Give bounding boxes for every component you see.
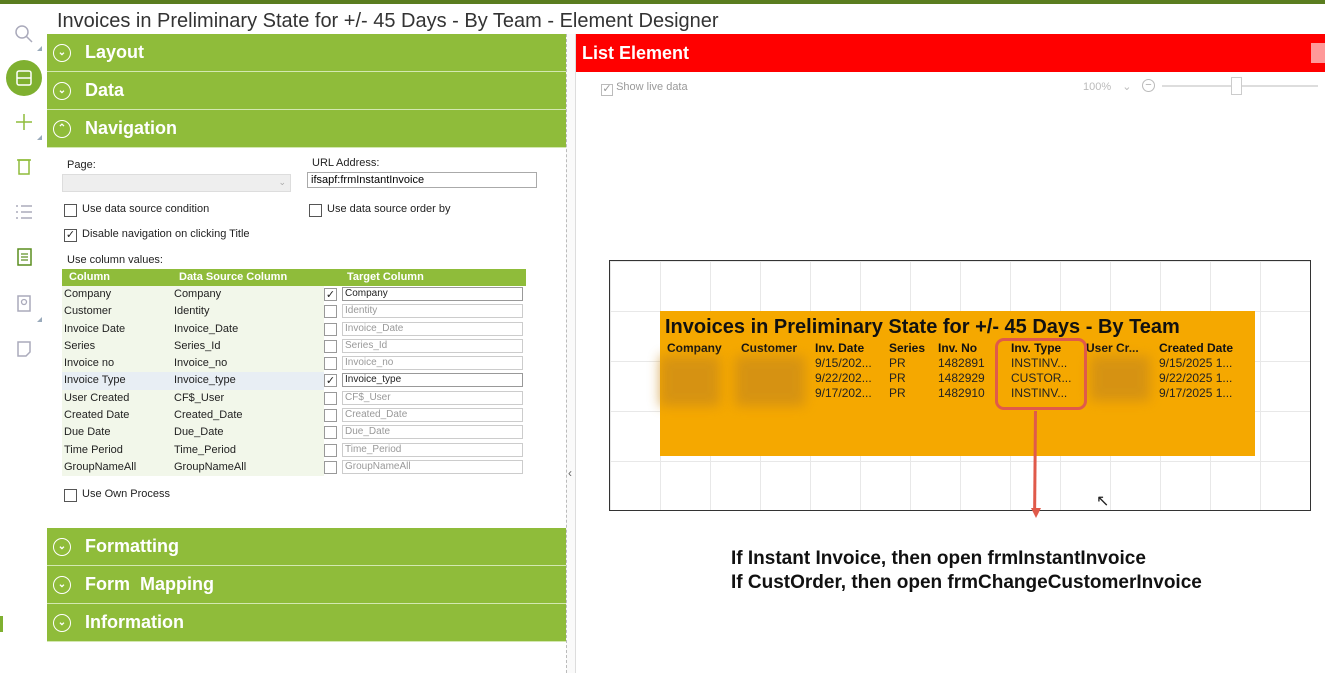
row-source: Invoice_no (174, 357, 228, 370)
table-row[interactable] (62, 459, 526, 476)
grid-header (62, 269, 526, 286)
row-checkbox[interactable] (324, 392, 337, 405)
zoom-select[interactable] (1083, 80, 1131, 93)
show-live-data[interactable] (601, 81, 688, 96)
delete-icon[interactable] (8, 150, 40, 182)
preview-cell-date: 9/15/202... (815, 356, 872, 370)
preview-header: Series (889, 341, 926, 355)
row-checkbox[interactable] (324, 305, 337, 318)
page-select[interactable] (62, 174, 291, 192)
settings-icon[interactable] (8, 287, 40, 319)
preview-cell-type: INSTINV... (1011, 356, 1068, 370)
preview-cell-type: INSTINV... (1011, 386, 1068, 400)
row-checkbox[interactable] (324, 409, 337, 422)
row-checkbox[interactable] (324, 323, 337, 336)
section-formatting[interactable] (47, 528, 566, 566)
row-column: Invoice Date (64, 322, 126, 335)
preview-header: Customer (741, 341, 798, 355)
row-checkbox[interactable] (324, 357, 337, 370)
chevron-down-icon: ⌄ (53, 44, 71, 62)
row-target-input[interactable]: Invoice_no (342, 356, 523, 370)
use-ds-order-label: Use data source order by (327, 203, 451, 215)
section-form-mapping[interactable] (47, 566, 566, 604)
chevron-down-icon: ⌄ (53, 576, 71, 594)
table-row[interactable] (62, 424, 526, 441)
preview-cell-series: PR (889, 386, 906, 400)
row-column: Created Date (64, 409, 130, 422)
row-column: User Created (64, 391, 130, 404)
page-title: Invoices in Preliminary State for +/- 45 Days - By Team - Element Designer (57, 10, 719, 32)
table-row[interactable] (62, 321, 526, 338)
preview-header: User Cr... (1086, 341, 1139, 355)
page-label: Page: (67, 159, 96, 171)
section-information[interactable] (47, 604, 566, 642)
blurred-user (1090, 356, 1150, 401)
row-column: Series (64, 339, 96, 352)
row-source: Invoice_Date (174, 322, 239, 335)
preview-header: Inv. No (938, 341, 978, 355)
row-source: Invoice_type (174, 374, 236, 387)
row-source: Identity (174, 305, 210, 318)
grid-header-source: Data Source Column (179, 271, 288, 283)
section-data[interactable] (47, 72, 566, 110)
preview-cell-no: 1482929 (938, 371, 985, 385)
preview-cell-date: 9/17/202... (815, 386, 872, 400)
row-source: GroupNameAll (174, 460, 247, 473)
row-target-input[interactable]: Invoice_Date (342, 322, 523, 336)
section-label: Formatting (85, 536, 179, 556)
table-row[interactable] (62, 355, 526, 372)
grid-header-column: Column (69, 271, 110, 283)
table-row[interactable] (62, 286, 526, 303)
inv-type-highlight (995, 338, 1087, 410)
section-label: Layout (85, 42, 145, 62)
blurred-company (660, 356, 720, 406)
zoom-value: 100% (1083, 81, 1112, 93)
use-own-process-label: Use Own Process (82, 488, 171, 500)
url-label: URL Address: (312, 157, 380, 169)
row-checkbox[interactable]: ✓ (325, 375, 336, 388)
use-own-process-checkbox[interactable] (64, 489, 77, 502)
top-accent-bar (0, 0, 1325, 4)
row-source: Due_Date (174, 426, 224, 439)
row-source: Created_Date (174, 409, 243, 422)
column-grid (62, 269, 526, 476)
note-line-2: If CustOrder, then open frmChangeCustomerInvoice (731, 572, 1202, 593)
row-column: Invoice no (64, 357, 115, 370)
disable-nav-label: Disable navigation on clicking Title (82, 228, 250, 240)
section-label: Data (85, 80, 125, 100)
row-column: Due Date (64, 426, 111, 439)
row-target-input[interactable]: Identity (342, 304, 523, 318)
use-ds-order-checkbox[interactable] (309, 204, 322, 217)
table-row[interactable] (62, 303, 526, 320)
row-source: Time_Period (174, 443, 236, 456)
table-row[interactable] (62, 407, 526, 424)
zoom-slider-thumb[interactable] (1231, 77, 1242, 95)
mouse-cursor-icon: ↖ (1096, 493, 1110, 510)
table-row[interactable] (62, 390, 526, 407)
row-target-input[interactable]: Company (342, 287, 523, 301)
zoom-out-icon[interactable]: − (1142, 79, 1155, 92)
preview-cell-series: PR (889, 356, 906, 370)
menu-icon[interactable] (1311, 43, 1325, 63)
list-element-header (576, 34, 1325, 72)
use-ds-condition-label: Use data source condition (82, 203, 210, 215)
element-icon[interactable] (6, 60, 42, 96)
row-checkbox[interactable] (324, 340, 337, 353)
preview-cell-created: 9/22/2025 1... (1159, 371, 1233, 385)
section-label: Information (85, 612, 184, 632)
chevron-down-icon: ⌄ (278, 177, 286, 187)
chevron-up-icon: ⌃ (53, 120, 71, 138)
table-row[interactable] (62, 338, 526, 355)
search-icon[interactable] (8, 18, 40, 50)
preview-cell-no: 1482891 (938, 356, 985, 370)
section-navigation[interactable] (47, 110, 566, 148)
section-layout[interactable] (47, 34, 566, 72)
collapse-arrow-icon[interactable]: ‹ (568, 466, 572, 480)
row-target-input[interactable]: Time_Period (342, 443, 523, 457)
preview-cell-created: 9/15/2025 1... (1159, 356, 1233, 370)
rail-indicator (0, 616, 3, 632)
show-live-data-checkbox[interactable]: ✓ (602, 83, 612, 95)
row-checkbox[interactable] (324, 444, 337, 457)
row-target-input[interactable]: Invoice_type (342, 373, 523, 387)
arrow-head-icon (1031, 508, 1041, 518)
show-live-data-label: Show live data (616, 81, 688, 93)
row-column: GroupNameAll (64, 460, 137, 473)
preview-header: Inv. Date (815, 341, 865, 355)
row-column: Company (64, 288, 112, 300)
row-target-input[interactable]: Series_Id (342, 339, 523, 353)
chevron-down-icon: ⌄ (53, 538, 71, 556)
row-checkbox[interactable] (324, 426, 337, 439)
use-ds-condition-checkbox[interactable] (64, 204, 77, 217)
panel-splitter[interactable] (566, 34, 576, 673)
note-icon[interactable] (8, 333, 40, 365)
chevron-down-icon: ⌄ (1122, 81, 1132, 93)
chevron-down-icon: ⌄ (53, 614, 71, 632)
preview-header: Created Date (1159, 341, 1234, 355)
preview-title: Invoices in Preliminary State for +/- 45 Days - By Team (665, 316, 1180, 338)
row-checkbox[interactable]: ✓ (325, 289, 336, 301)
table-row[interactable] (62, 372, 526, 389)
disable-nav-checkbox[interactable]: ✓ (65, 229, 76, 241)
row-source: Series_Id (174, 339, 221, 352)
row-column: Invoice Type (64, 374, 126, 387)
row-source: Company (174, 288, 222, 300)
list-icon[interactable] (8, 196, 40, 228)
row-target-input[interactable]: Due_Date (342, 425, 523, 439)
url-input[interactable] (307, 172, 537, 188)
row-checkbox[interactable] (324, 461, 337, 474)
row-column: Customer (64, 305, 112, 318)
chevron-down-icon: ⌄ (53, 82, 71, 100)
row-target-input[interactable]: CF$_User (342, 391, 523, 405)
table-row[interactable] (62, 442, 526, 459)
row-column: Time Period (64, 443, 123, 456)
preview-cell-no: 1482910 (938, 386, 985, 400)
add-icon[interactable] (8, 106, 40, 138)
left-toolbar (0, 4, 46, 673)
preview-cell-series: PR (889, 371, 906, 385)
blurred-customer (735, 356, 805, 406)
preview-cell-date: 9/22/202... (815, 371, 872, 385)
grid-header-target: Target Column (347, 271, 424, 283)
row-source: CF$_User (174, 391, 225, 404)
preview-cell-created: 9/17/2025 1... (1159, 386, 1233, 400)
form-icon[interactable] (8, 241, 40, 273)
preview-cell-type: CUSTOR... (1011, 371, 1072, 385)
list-element-title: List Element (582, 43, 690, 63)
section-label: Form Mapping (85, 574, 214, 594)
section-label: Navigation (85, 118, 178, 138)
use-column-values-label: Use column values: (67, 254, 163, 266)
row-target-input[interactable]: Created_Date (342, 408, 523, 422)
note-line-1: If Instant Invoice, then open frmInstantInvoice (731, 548, 1146, 569)
preview-header: Company (667, 341, 722, 355)
preview-header: Inv. Type (1011, 341, 1062, 355)
row-target-input[interactable]: GroupNameAll (342, 460, 523, 474)
